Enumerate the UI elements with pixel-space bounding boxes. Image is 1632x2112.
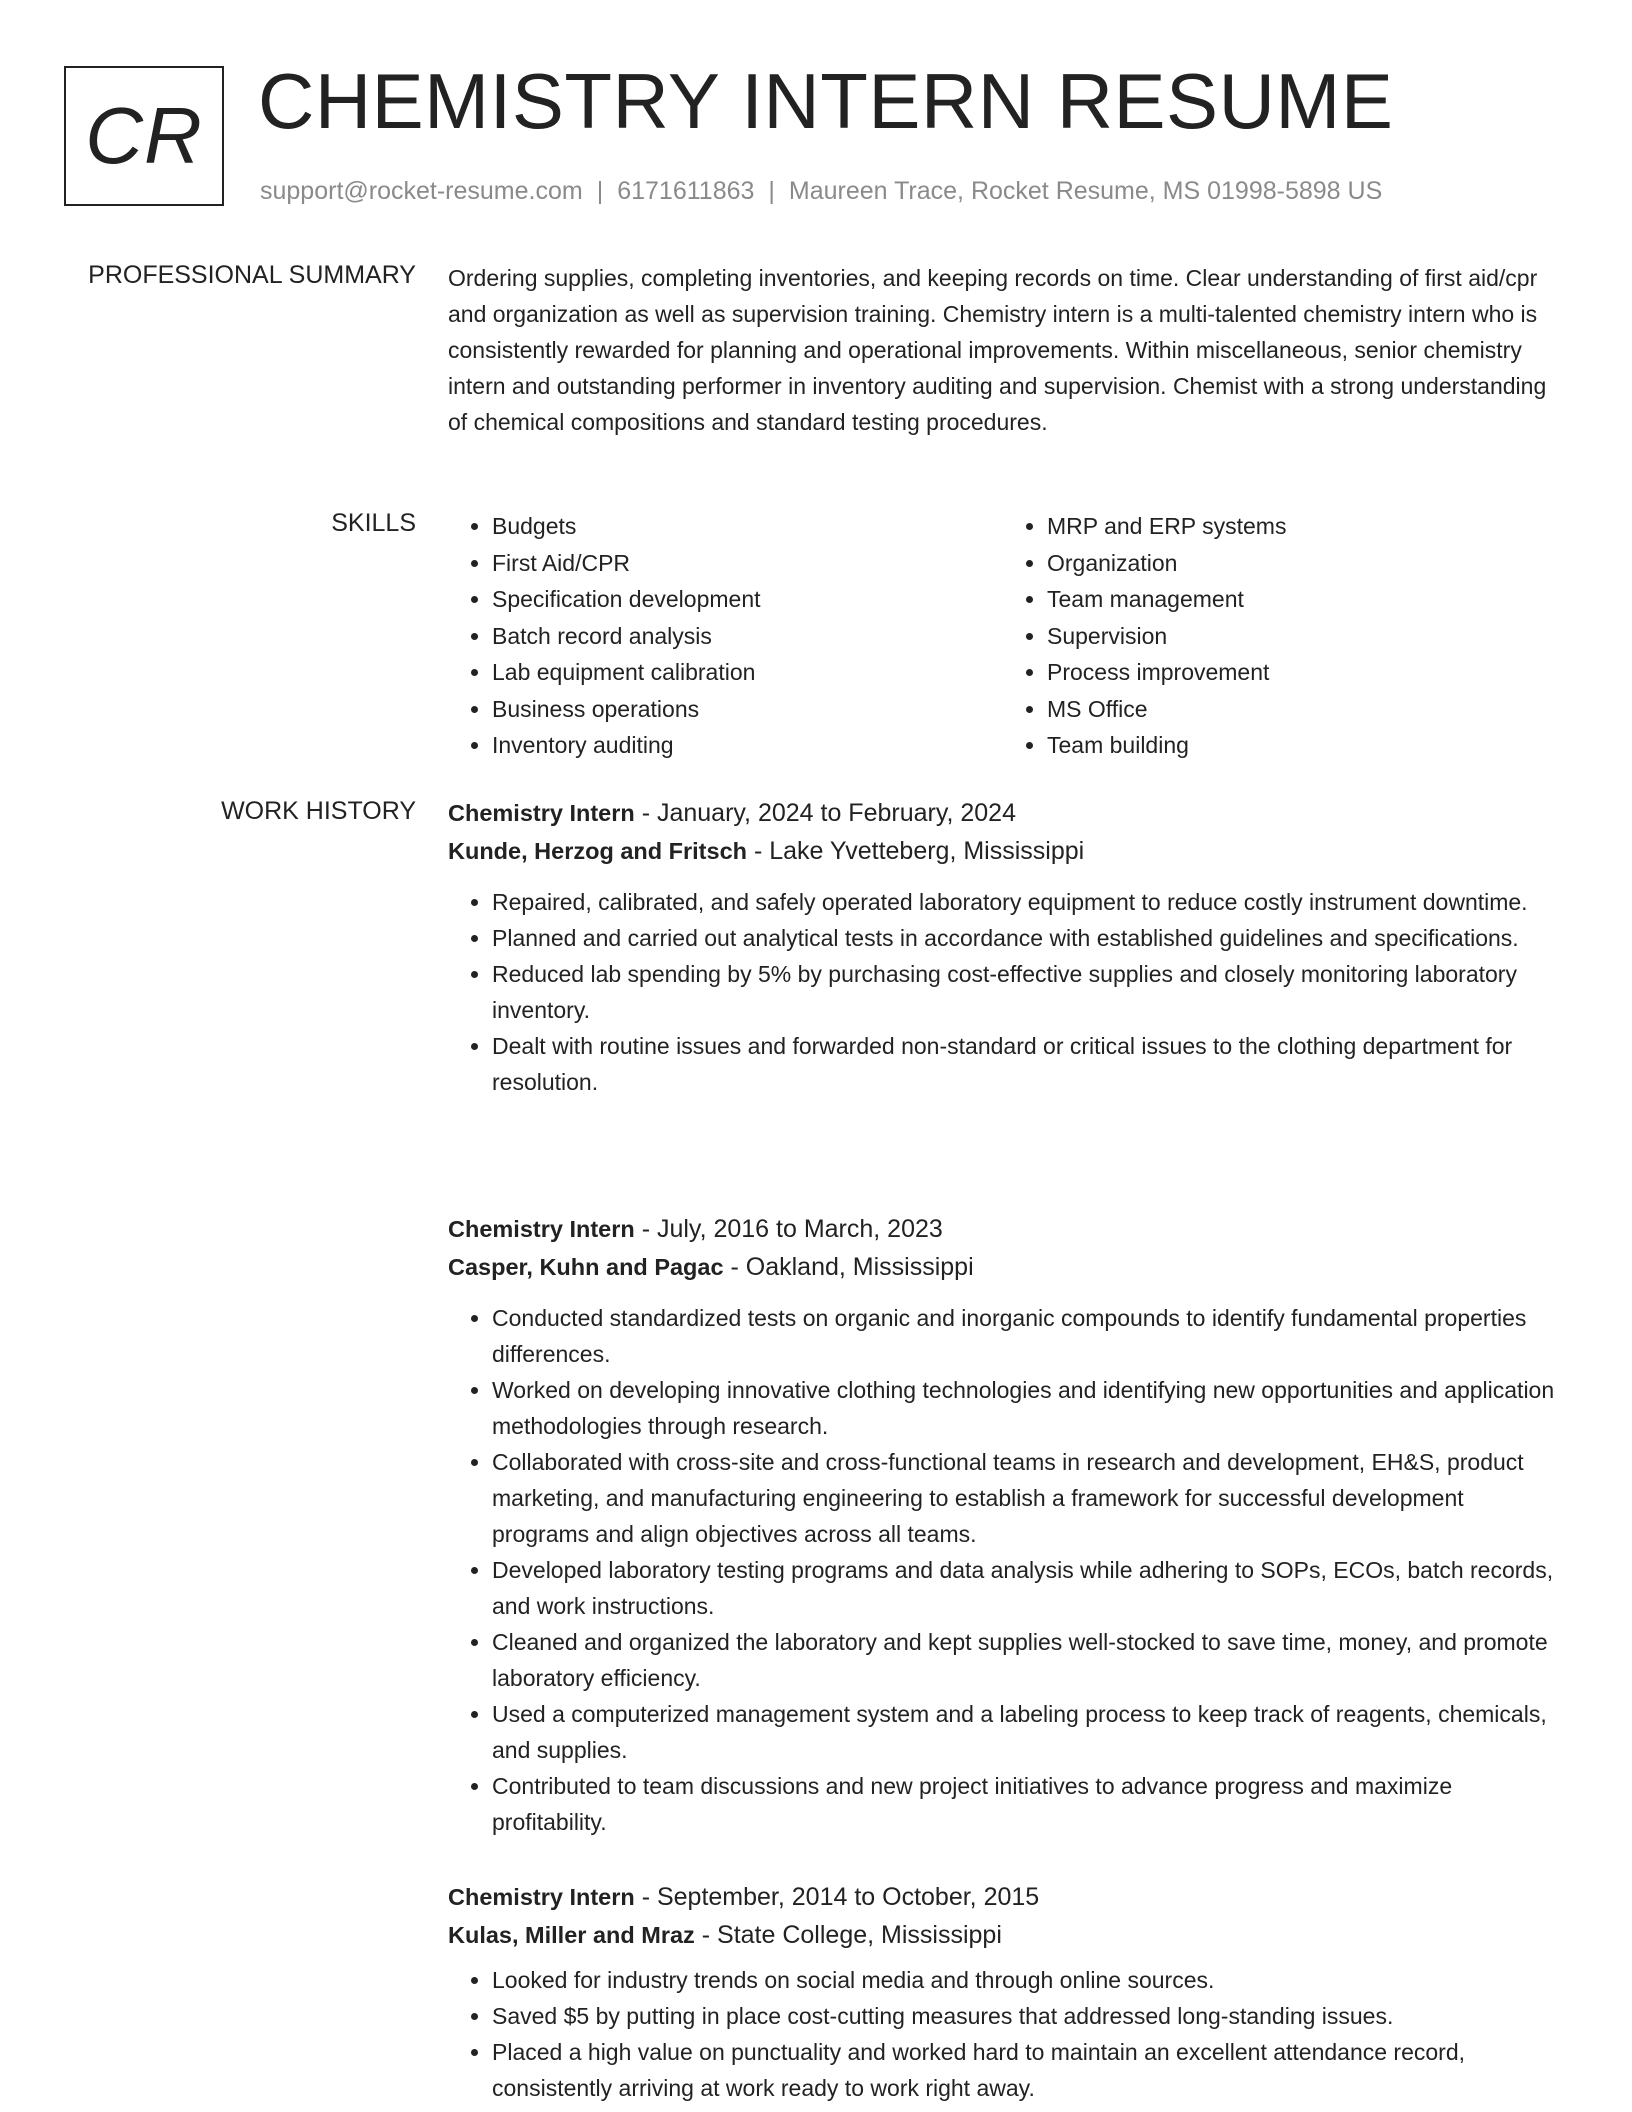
job-entry: [448, 794, 1558, 1100]
skill-item: • Team management: [1047, 581, 1558, 618]
contact-email: support@rocket-resume.com: [260, 177, 583, 205]
skill-item: • Supervision: [1047, 618, 1558, 655]
skill-item: • MRP and ERP systems: [1047, 508, 1558, 545]
contact-separator: |: [768, 177, 775, 205]
job-bullet: • Worked on developing innovative clothing technologies and identifying new opportunities and application methodologies through research.: [492, 1372, 1558, 1444]
job-title-line: [448, 1878, 1558, 1916]
resume-title: CHEMISTRY INTERN RESUME: [258, 57, 1394, 145]
skills-column-left: [448, 508, 1003, 764]
job-entry: [448, 1210, 1558, 1840]
job-title: Chemistry Intern: [448, 1884, 635, 1910]
monogram-initials: CR: [85, 91, 203, 180]
skill-item: • Business operations: [492, 691, 1003, 728]
skills-column-right: [1003, 508, 1558, 764]
job-bullet: • Cleaned and organized the laboratory and kept supplies well-stocked to save time, money, and promote laboratory efficiency.: [492, 1624, 1558, 1696]
job-company: Kulas, Miller and Mraz: [448, 1922, 695, 1948]
skill-item: • Lab equipment calibration: [492, 654, 1003, 691]
job-bullet: • Planned and carried out analytical tests in accordance with established guidelines and specifications.: [492, 920, 1558, 956]
job-bullet: • Collaborated with cross-site and cross-functional teams in research and development, EH&S, product marketing, and manufacturing engineering to establish a framework for successful development programs and align objectives across all teams.: [492, 1444, 1558, 1552]
contact-address: Maureen Trace, Rocket Resume, MS 01998-5898 US: [788, 177, 1383, 205]
monogram-box: [64, 66, 224, 206]
summary-text: Ordering supplies, completing inventories, and keeping records on time. Clear understanding of first aid/cpr and organization as well as supervision training. Chemistry intern is a multi-talented chemistry intern who is consistently rewarded for planning and operational improvements. Within miscellaneous, senior chemistry intern and outstanding performer in inventory auditing and supervision. Chemist with a strong understanding of chemical compositions and standard testing procedures.: [448, 265, 1547, 435]
skill-item: • Specification development: [492, 581, 1003, 618]
job-bullets: [448, 1962, 1558, 2106]
summary-heading: PROFESSIONAL SUMMARY: [88, 261, 416, 289]
job-title: Chemistry Intern: [448, 1216, 635, 1242]
job-location: - Lake Yvetteberg, Mississippi: [747, 837, 1085, 865]
job-bullet: • Saved $5 by putting in place cost-cutting measures that addressed long-standing issues.: [492, 1998, 1558, 2034]
job-dates: - September, 2014 to October, 2015: [634, 1883, 1040, 1911]
job-dates: - July, 2016 to March, 2023: [634, 1215, 943, 1243]
skills-heading: SKILLS: [331, 509, 416, 537]
job-bullet: • Used a computerized management system and a labeling process to keep track of reagents, chemicals, and supplies.: [492, 1696, 1558, 1768]
job-company: Kunde, Herzog and Fritsch: [448, 838, 747, 864]
job-bullet: • Looked for industry trends on social media and through online sources.: [492, 1962, 1558, 1998]
job-company-line: [448, 1916, 1558, 1954]
job-bullet: • Contributed to team discussions and new project initiatives to advance progress and maximize profitability.: [492, 1768, 1558, 1840]
job-company-line: [448, 1248, 1558, 1286]
job-location: - Oakland, Mississippi: [723, 1253, 974, 1281]
job-bullet: • Conducted standardized tests on organic and inorganic compounds to identify fundamental properties differences.: [492, 1300, 1558, 1372]
job-title-line: [448, 794, 1558, 832]
job-company-line: [448, 832, 1558, 870]
skill-item: • Organization: [1047, 545, 1558, 582]
job-bullet: • Developed laboratory testing programs and data analysis while adhering to SOPs, ECOs, batch records, and work instructions.: [492, 1552, 1558, 1624]
job-bullets: [448, 1300, 1558, 1840]
job-dates: - January, 2024 to February, 2024: [634, 799, 1016, 827]
skills-list: [448, 508, 1558, 764]
skill-item: • Inventory auditing: [492, 727, 1003, 764]
job-bullet: • Dealt with routine issues and forwarded non-standard or critical issues to the clothing department for resolution.: [492, 1028, 1558, 1100]
job-bullets: [448, 884, 1558, 1100]
job-bullet: • Placed a high value on punctuality and worked hard to maintain an excellent attendance record, consistently arriving at work ready to work right away.: [492, 2034, 1558, 2106]
job-company: Casper, Kuhn and Pagac: [448, 1254, 724, 1280]
job-title-line: [448, 1210, 1558, 1248]
contact-line: [260, 174, 1382, 208]
skill-item: • Process improvement: [1047, 654, 1558, 691]
work-history-heading: WORK HISTORY: [221, 797, 416, 825]
skill-item: • Budgets: [492, 508, 1003, 545]
job-title: Chemistry Intern: [448, 800, 635, 826]
job-location: - State College, Mississippi: [694, 1921, 1002, 1949]
job-entry: [448, 1878, 1558, 2106]
skill-item: • First Aid/CPR: [492, 545, 1003, 582]
skill-item: • Team building: [1047, 727, 1558, 764]
skill-item: • MS Office: [1047, 691, 1558, 728]
job-bullet: • Repaired, calibrated, and safely operated laboratory equipment to reduce costly instrument downtime.: [492, 884, 1558, 920]
contact-separator: |: [596, 177, 604, 205]
contact-phone: 6171611863: [617, 177, 755, 205]
job-bullet: • Reduced lab spending by 5% by purchasing cost-effective supplies and closely monitoring laboratory inventory.: [492, 956, 1558, 1028]
skill-item: • Batch record analysis: [492, 618, 1003, 655]
